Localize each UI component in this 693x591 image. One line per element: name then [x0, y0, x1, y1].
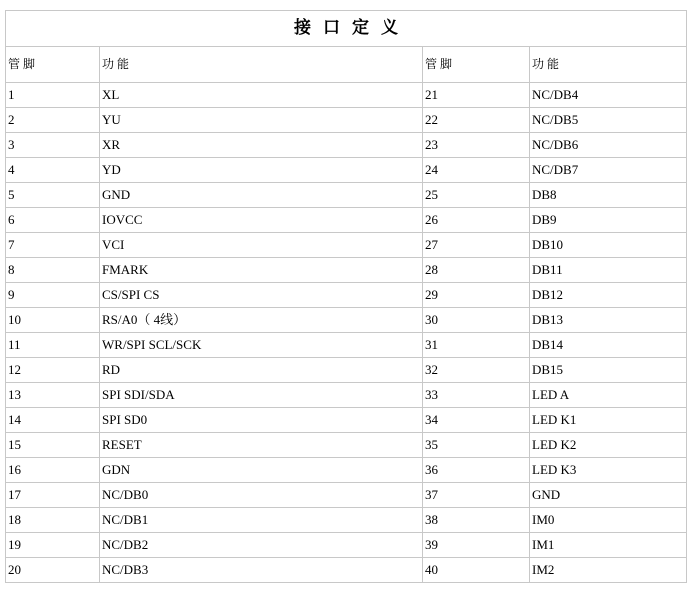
- pin-function-right: DB10: [530, 233, 687, 258]
- pin-function-left: YU: [100, 108, 423, 133]
- pin-number-right: 28: [423, 258, 530, 283]
- pin-function-right: NC/DB5: [530, 108, 687, 133]
- pin-number-right: 35: [423, 433, 530, 458]
- table-row: [6, 283, 687, 308]
- table-row: [6, 183, 687, 208]
- pin-number-right: 37: [423, 483, 530, 508]
- table-row: [6, 108, 687, 133]
- header-pin-right: 管脚: [423, 47, 530, 83]
- pin-function-left: XL: [100, 83, 423, 108]
- table-row: [6, 408, 687, 433]
- pin-function-left: NC/DB2: [100, 533, 423, 558]
- table-row: [6, 533, 687, 558]
- pin-number-left: 10: [6, 308, 100, 333]
- pin-function-right: DB8: [530, 183, 687, 208]
- pin-number-left: 19: [6, 533, 100, 558]
- pin-number-left: 20: [6, 558, 100, 583]
- pin-function-left: XR: [100, 133, 423, 158]
- table-row: [6, 308, 687, 333]
- table-row: [6, 83, 687, 108]
- pin-function-right: NC/DB6: [530, 133, 687, 158]
- pin-function-right: DB14: [530, 333, 687, 358]
- pin-number-left: 15: [6, 433, 100, 458]
- pin-number-left: 2: [6, 108, 100, 133]
- pin-number-left: 1: [6, 83, 100, 108]
- pin-number-left: 12: [6, 358, 100, 383]
- document-body: [5, 10, 686, 583]
- pin-function-right: NC/DB4: [530, 83, 687, 108]
- table-title-row: [6, 11, 687, 47]
- pin-number-left: 18: [6, 508, 100, 533]
- table-title: 接口定义: [6, 11, 687, 47]
- pin-function-left: NC/DB3: [100, 558, 423, 583]
- pin-function-right: DB15: [530, 358, 687, 383]
- table-row: [6, 433, 687, 458]
- pin-function-left: VCI: [100, 233, 423, 258]
- pin-function-right: DB12: [530, 283, 687, 308]
- pin-number-right: 40: [423, 558, 530, 583]
- table-row: [6, 133, 687, 158]
- pin-number-left: 7: [6, 233, 100, 258]
- pin-function-right: DB9: [530, 208, 687, 233]
- pin-function-right: GND: [530, 483, 687, 508]
- pin-function-left: IOVCC: [100, 208, 423, 233]
- pin-number-right: 25: [423, 183, 530, 208]
- pin-function-left: RS/A0（ 4线）: [100, 308, 423, 333]
- pin-rows: [6, 83, 687, 583]
- pin-function-left: RESET: [100, 433, 423, 458]
- pin-function-right: NC/DB7: [530, 158, 687, 183]
- pin-number-right: 23: [423, 133, 530, 158]
- pin-function-right: LED A: [530, 383, 687, 408]
- pin-number-left: 16: [6, 458, 100, 483]
- pin-function-left: FMARK: [100, 258, 423, 283]
- pin-number-right: 22: [423, 108, 530, 133]
- table-row: [6, 483, 687, 508]
- pin-number-left: 5: [6, 183, 100, 208]
- pin-number-right: 26: [423, 208, 530, 233]
- pin-function-left: NC/DB0: [100, 483, 423, 508]
- header-function-right: 功能: [530, 47, 687, 83]
- pin-function-right: DB13: [530, 308, 687, 333]
- pin-number-left: 13: [6, 383, 100, 408]
- table-row: [6, 258, 687, 283]
- pin-function-left: RD: [100, 358, 423, 383]
- pin-number-right: 30: [423, 308, 530, 333]
- table-row: [6, 158, 687, 183]
- pin-function-right: DB11: [530, 258, 687, 283]
- table-row: [6, 458, 687, 483]
- pin-number-right: 38: [423, 508, 530, 533]
- pin-function-right: IM1: [530, 533, 687, 558]
- pin-number-right: 39: [423, 533, 530, 558]
- table-row: [6, 333, 687, 358]
- table-row: [6, 558, 687, 583]
- pin-function-right: LED K2: [530, 433, 687, 458]
- pin-number-right: 31: [423, 333, 530, 358]
- pin-number-left: 6: [6, 208, 100, 233]
- pin-number-right: 27: [423, 233, 530, 258]
- table-row: [6, 383, 687, 408]
- pin-function-left: GND: [100, 183, 423, 208]
- pin-number-left: 8: [6, 258, 100, 283]
- pin-number-right: 34: [423, 408, 530, 433]
- pin-number-left: 14: [6, 408, 100, 433]
- table-row: [6, 208, 687, 233]
- pin-number-left: 4: [6, 158, 100, 183]
- header-pin-left: 管脚: [6, 47, 100, 83]
- pin-function-right: LED K1: [530, 408, 687, 433]
- pin-function-right: IM2: [530, 558, 687, 583]
- pin-number-right: 21: [423, 83, 530, 108]
- header-function-left: 功能: [100, 47, 423, 83]
- pin-number-left: 9: [6, 283, 100, 308]
- pin-function-left: SPI SDI/SDA: [100, 383, 423, 408]
- interface-definition-table: [5, 10, 687, 583]
- pin-function-left: SPI SD0: [100, 408, 423, 433]
- table-row: [6, 358, 687, 383]
- pin-function-left: CS/SPI CS: [100, 283, 423, 308]
- pin-number-left: 17: [6, 483, 100, 508]
- pin-number-left: 11: [6, 333, 100, 358]
- column-header-row: [6, 47, 687, 83]
- pin-number-right: 36: [423, 458, 530, 483]
- pin-number-right: 33: [423, 383, 530, 408]
- table-row: [6, 508, 687, 533]
- pin-function-right: LED K3: [530, 458, 687, 483]
- pin-function-left: WR/SPI SCL/SCK: [100, 333, 423, 358]
- pin-number-left: 3: [6, 133, 100, 158]
- table-row: [6, 233, 687, 258]
- pin-number-right: 24: [423, 158, 530, 183]
- pin-function-left: GDN: [100, 458, 423, 483]
- pin-function-left: YD: [100, 158, 423, 183]
- pin-function-right: IM0: [530, 508, 687, 533]
- pin-number-right: 29: [423, 283, 530, 308]
- pin-function-left: NC/DB1: [100, 508, 423, 533]
- pin-number-right: 32: [423, 358, 530, 383]
